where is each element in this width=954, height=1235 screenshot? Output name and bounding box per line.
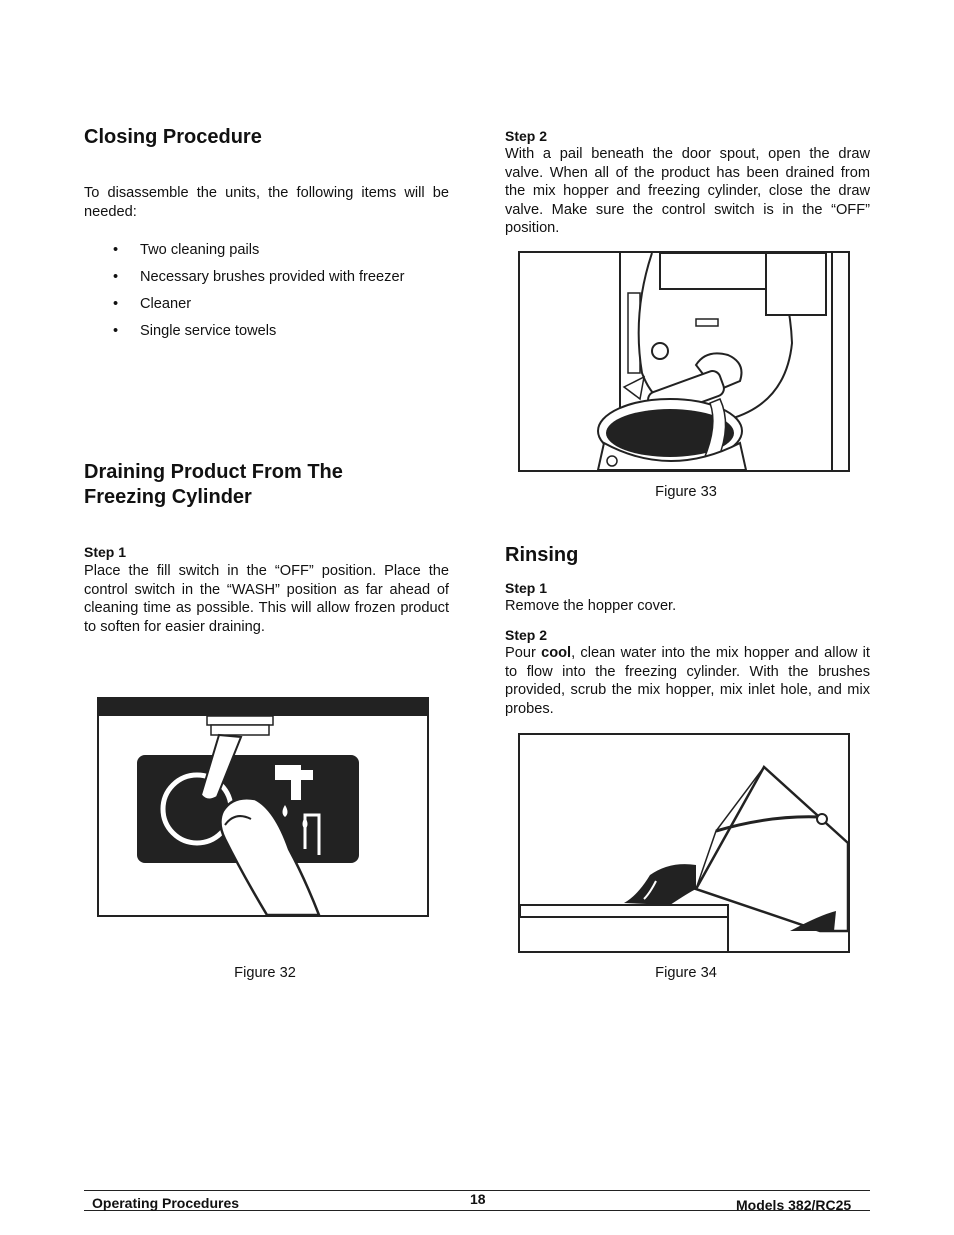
closing-procedure-heading: Closing Procedure [84, 126, 262, 148]
rinsing-step2-text [505, 644, 870, 718]
footer-models: Models 382/RC25 [736, 1197, 852, 1213]
list-item: • Single service towels [84, 322, 464, 349]
figure-33-draw-valve [518, 251, 850, 472]
draw-valve-illustration [520, 253, 848, 470]
list-item: • Two cleaning pails [84, 241, 464, 268]
rinsing-step1-text: Remove the hopper cover. [505, 598, 677, 614]
figure-34-pouring-water [518, 733, 850, 953]
rinsing-step2-text-start: Pour [505, 645, 542, 661]
draining-heading-line2: Freezing Cylinder [84, 486, 252, 508]
figure-33-caption: Figure 33 [655, 484, 717, 500]
rinsing-heading: Rinsing [505, 544, 579, 566]
draining-step2-text: With a pail beneath the door spout, open the draw valve. When all of the product has been drained from the mix hopper and freezing cylinder, close the draw valve. Make sure the control switch is in the “OFF” position. [505, 146, 870, 237]
rinsing-step2-emphasis: cool [541, 645, 572, 661]
closing-intro-text: To disassemble the units, the following items will be needed: [84, 185, 449, 220]
control-switch-illustration [99, 699, 427, 915]
draining-step2-label: Step 2 [505, 128, 548, 144]
draining-heading [84, 460, 343, 510]
pouring-pail-illustration [520, 735, 848, 951]
rinsing-step2-text-end: , clean water into the mix hopper and allow it to flow into the freezing cylinder. With the brushes provided, scrub the mix hopper, mix inlet hole, and mix probes. [505, 645, 870, 717]
list-item: • Cleaner [84, 295, 464, 322]
figure-32-control-switch [97, 697, 429, 917]
needed-items-list [84, 241, 464, 349]
draining-step1-text: Place the fill switch in the “OFF” position. Place the control switch in the “WASH” position as far ahead of cleaning time as possible. This will allow frozen product to soften for easier draining. [84, 563, 449, 635]
draining-step1-label: Step 1 [84, 544, 127, 560]
list-item: • Necessary brushes provided with freezer [84, 268, 464, 295]
rinsing-step2-label: Step 2 [505, 627, 548, 643]
figure-34-caption: Figure 34 [655, 965, 717, 981]
draining-heading-line1: Draining Product From The [84, 461, 343, 483]
footer-section-title: Operating Procedures [92, 1195, 240, 1211]
rinsing-step1-label: Step 1 [505, 580, 548, 596]
figure-32-caption: Figure 32 [234, 965, 296, 981]
footer-page-number: 18 [470, 1191, 486, 1207]
